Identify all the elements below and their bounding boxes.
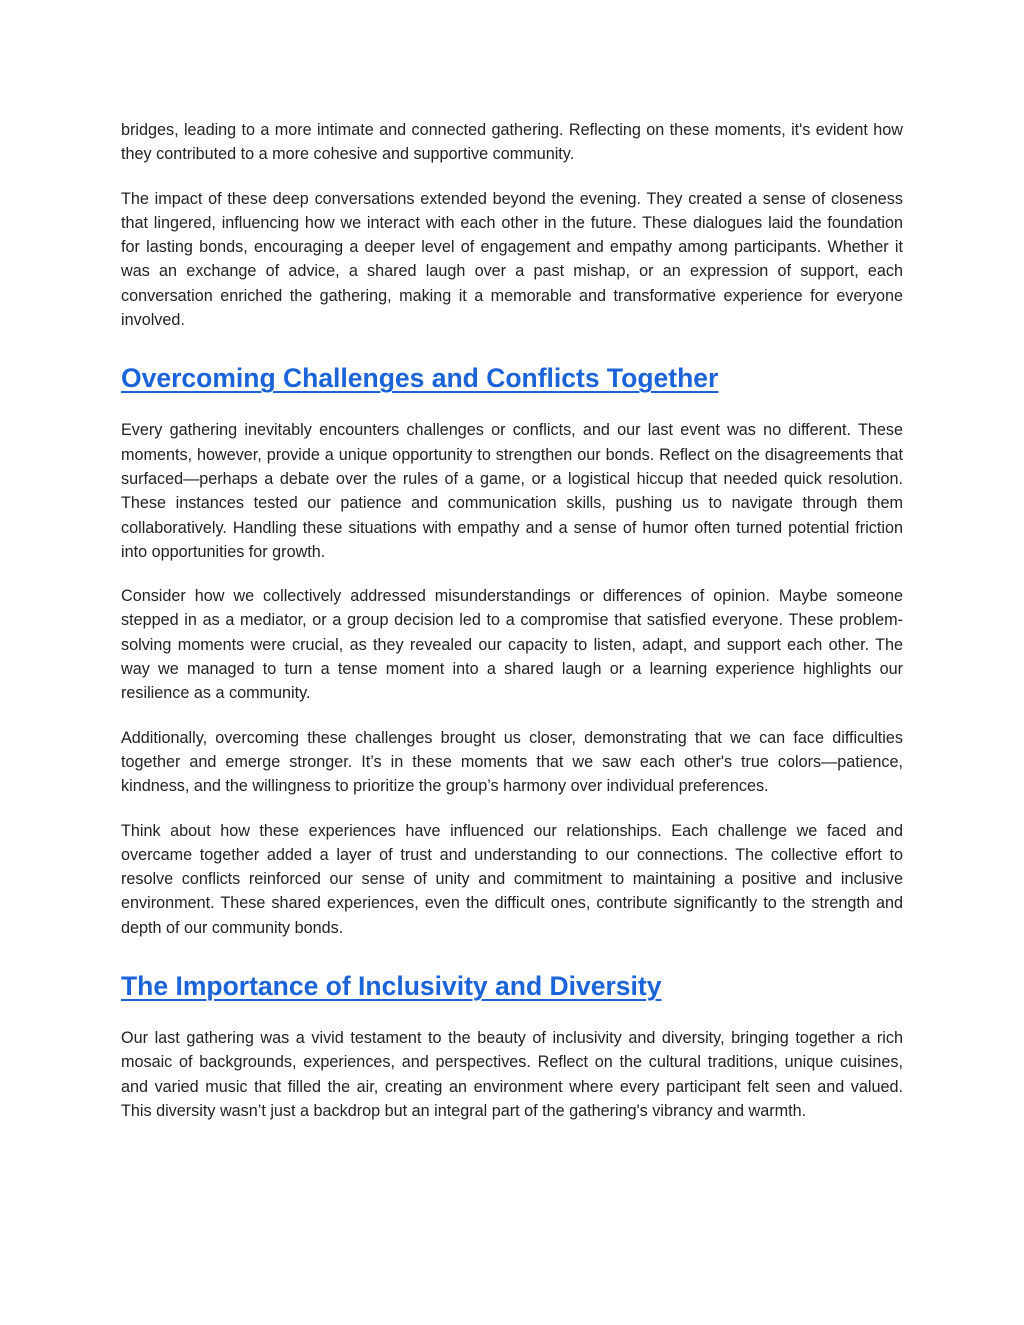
paragraph-challenges-1: Every gathering inevitably encounters challenges or conflicts, and our last event was no different. These moments, however, provide a unique opportunity to strengthen our bonds. Reflect on the disagreements that surfaced—perhaps a debate over the rules of a game, or a logistical hiccup that needed quick resolution. These instances tested our patience and communication skills, pushing us to navigate through them collaboratively. Handling these situations with empathy and a sense of humor often turned potential friction into opportunities for growth. (121, 421, 903, 561)
paragraph-intro-2: The impact of these deep conversations extended beyond the evening. They created a sense of closeness that lingered, influencing how we interact with each other in the future. These dialogues laid the foundation for lasting bonds, encouraging a deeper level of engagement and empathy among participants. Whether it was an exchange of advice, a shared laugh over a past mishap, or an expression of support, each conversation enriched the gathering, making it a memorable and transformative experience for everyone involved. (121, 189, 903, 330)
section-heading-inclusivity[interactable] (121, 970, 903, 1002)
section-heading-inclusivity-link[interactable]: The Importance of Inclusivity and Diversity (121, 971, 662, 1002)
paragraph-intro-1: bridges, leading to a more intimate and connected gathering. Reflecting on these moments, it's evident how they contributed to a more cohesive and supportive community. (121, 121, 903, 164)
document-page (121, 118, 903, 1123)
paragraph-challenges-4: Think about how these experiences have influenced our relationships. Each challenge we faced and overcame together added a layer of trust and understanding to our connections. The collective effort to resolve conflicts reinforced our sense of unity and commitment to maintaining a positive and inclusive environment. These shared experiences, even the difficult ones, contribute significantly to the strength and depth of our community bonds. (121, 821, 903, 937)
paragraph-inclusivity-1: Our last gathering was a vivid testament to the beauty of inclusivity and diversity, bringing together a rich mosaic of backgrounds, experiences, and perspectives. Reflect on the cultural traditions, unique cuisines, and varied music that filled the air, creating an environment where every participant felt seen and valued. This diversity wasn’t just a backdrop but an integral part of the gathering's vibrancy and warmth. (121, 1029, 903, 1120)
section-heading-challenges-link[interactable]: Overcoming Challenges and Conflicts Together (121, 363, 719, 394)
section-heading-challenges[interactable] (121, 362, 903, 394)
paragraph-challenges-3: Additionally, overcoming these challenges brought us closer, demonstrating that we can face difficulties together and emerge stronger. It’s in these moments that we saw each other's true colors—patience, kindness, and the willingness to prioritize the group’s harmony over individual preferences. (121, 728, 903, 796)
paragraph-challenges-2: Consider how we collectively addressed misunderstandings or differences of opinion. Maybe someone stepped in as a mediator, or a group decision led to a compromise that satisfied everyone. These problem-solving moments were crucial, as they revealed our capacity to listen, adapt, and support each other. The way we managed to turn a tense moment into a shared laugh or a learning experience highlights our resilience as a community. (121, 587, 903, 703)
